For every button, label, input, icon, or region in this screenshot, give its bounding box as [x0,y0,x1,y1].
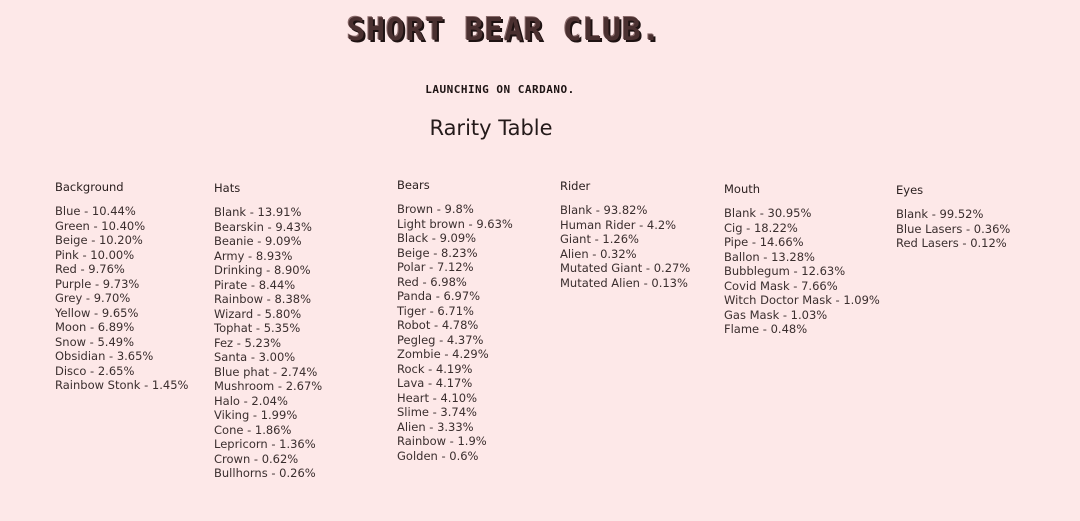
trait-rarity-item: Obsidian - 3.65% [55,349,154,363]
column-heading: Bears [397,178,430,192]
trait-rarity-item: Slime - 3.74% [397,405,477,419]
trait-rarity-item: Rainbow - 1.9% [397,434,487,448]
trait-rarity-item: Bullhorns - 0.26% [214,466,316,480]
trait-rarity-item: Cig - 18.22% [724,220,798,235]
trait-rarity-item: Crown - 0.62% [214,451,299,466]
column-heading: Rider [560,179,591,193]
trait-rarity-item: Purple - 9.73% [55,276,140,291]
trait-rarity-item: Heart - 4.10% [397,390,478,405]
trait-rarity-item: Bearskin - 9.43% [214,219,312,234]
column-heading: Hats [214,181,241,195]
trait-rarity-item: Panda - 6.97% [397,289,481,303]
trait-rarity-item: Rainbow Stonk - 1.45% [55,378,189,392]
trait-rarity-item: Mutated Alien - 0.13% [560,275,688,290]
trait-rarity-item: Pink - 10.00% [55,247,135,262]
trait-rarity-item: Golden - 0.6% [397,448,479,463]
trait-rarity-item: Disco - 2.65% [55,363,135,378]
trait-rarity-item: Blue phat - 2.74% [214,364,318,379]
trait-rarity-item: Halo - 2.04% [214,393,288,408]
column-hats [214,181,322,481]
trait-rarity-item: Tiger - 6.71% [397,303,474,318]
column-heading: Mouth [724,182,761,196]
tagline: LAUNCHING ON CARDANO. [425,83,575,96]
trait-rarity-item: Lepricorn - 1.36% [214,437,316,451]
trait-rarity-item: Flame - 0.48% [724,322,808,336]
trait-rarity-item: Cone - 1.86% [214,422,292,437]
column-heading: Background [55,180,124,194]
trait-rarity-item: Green - 10.40% [55,218,146,233]
trait-rarity-item: Blank - 13.91% [214,205,302,219]
trait-rarity-item: Blank - 93.82% [560,203,648,217]
trait-rarity-item: Pirate - 8.44% [214,277,296,292]
trait-rarity-item: Giant - 1.26% [560,232,639,246]
trait-rarity-item: Zombie - 4.29% [397,347,489,361]
trait-rarity-item: Gas Mask - 1.03% [724,307,828,322]
column-mouth [724,182,880,337]
trait-rarity-item: Mutated Giant - 0.27% [560,261,691,275]
trait-rarity-item: Black - 9.09% [397,231,477,245]
trait-rarity-item: Santa - 3.00% [214,350,296,364]
trait-list [560,203,690,290]
trait-rarity-item: Viking - 1.99% [214,408,298,422]
trait-rarity-item: Blank - 30.95% [724,206,812,220]
trait-rarity-item: Yellow - 9.65% [55,305,139,320]
column-bears [397,178,513,463]
trait-rarity-item: Snow - 5.49% [55,334,135,349]
trait-rarity-item: Mushroom - 2.67% [214,379,323,393]
column-heading: Eyes [896,183,924,197]
trait-rarity-item: Moon - 6.89% [55,320,135,334]
trait-rarity-item: Beanie - 9.09% [214,234,302,248]
trait-list [214,205,322,481]
trait-rarity-item: Rock - 4.19% [397,361,473,376]
trait-rarity-item: Red Lasers - 0.12% [896,236,1007,250]
rarity-table-title: Rarity Table [429,116,553,140]
trait-rarity-item: Pegleg - 4.37% [397,332,484,347]
trait-rarity-item: Lava - 4.17% [397,376,473,390]
trait-rarity-item: Fez - 5.23% [214,335,282,350]
trait-rarity-item: Tophat - 5.35% [214,321,301,335]
trait-rarity-item: Witch Doctor Mask - 1.09% [724,293,880,307]
column-rider [560,179,690,290]
column-background [55,180,188,393]
trait-rarity-item: Alien - 0.32% [560,246,637,261]
trait-rarity-item: Red - 6.98% [397,274,467,289]
trait-rarity-item: Brown - 9.8% [397,202,474,216]
trait-rarity-item: Blank - 99.52% [896,207,984,221]
trait-rarity-item: Wizard - 5.80% [214,306,302,321]
site-logo: SHORT BEAR CLUB. [346,12,662,48]
trait-rarity-item: Drinking - 8.90% [214,263,311,277]
trait-rarity-item: Polar - 7.12% [397,260,474,274]
trait-list [55,204,188,393]
trait-rarity-item: Light brown - 9.63% [397,216,513,231]
trait-list [397,202,513,463]
trait-rarity-item: Grey - 9.70% [55,291,131,305]
trait-rarity-item: Ballon - 13.28% [724,249,815,264]
trait-list [724,206,880,337]
trait-rarity-item: Blue Lasers - 0.36% [896,221,1011,236]
trait-list [896,207,1010,251]
trait-rarity-item: Covid Mask - 7.66% [724,278,838,293]
trait-rarity-item: Red - 9.76% [55,262,125,276]
trait-rarity-item: Beige - 10.20% [55,233,143,247]
trait-rarity-item: Blue - 10.44% [55,204,136,218]
trait-rarity-item: Army - 8.93% [214,248,293,263]
trait-rarity-item: Robot - 4.78% [397,318,479,332]
trait-rarity-item: Rainbow - 8.38% [214,292,312,306]
trait-rarity-item: Beige - 8.23% [397,245,478,260]
trait-rarity-item: Human Rider - 4.2% [560,217,677,232]
trait-rarity-item: Bubblegum - 12.63% [724,264,846,278]
trait-rarity-item: Pipe - 14.66% [724,235,804,249]
trait-rarity-item: Alien - 3.33% [397,419,474,434]
column-eyes [896,183,1010,251]
